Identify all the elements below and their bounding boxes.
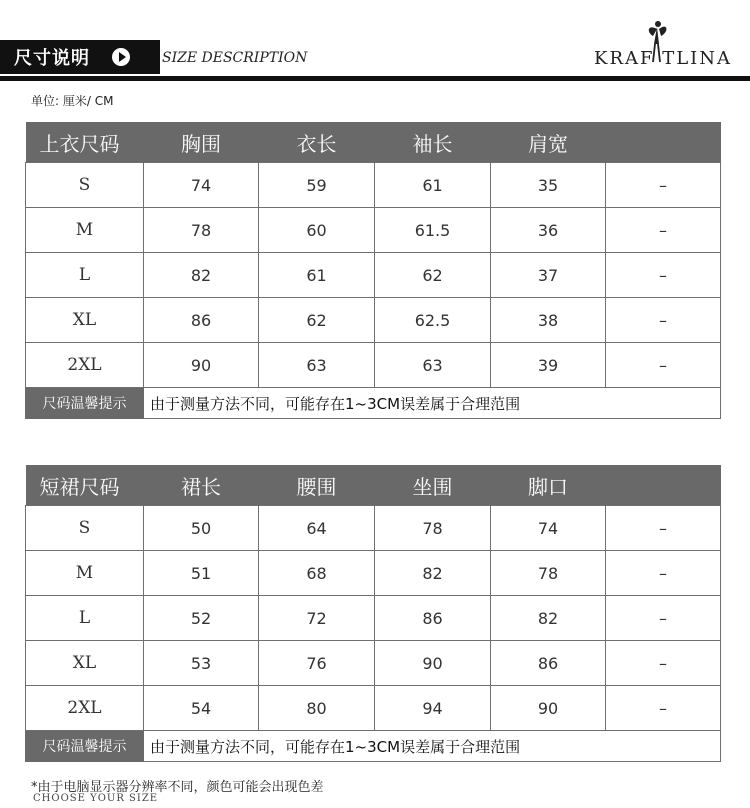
value-cell: 76 <box>259 641 375 686</box>
value-cell: 90 <box>375 641 491 686</box>
tip-text: 由于测量方法不同，可能存在1~3CM误差属于合理范围 <box>144 388 721 419</box>
value-cell: 86 <box>375 596 491 641</box>
header-size: 短裙尺码 <box>26 465 144 506</box>
value-cell: 63 <box>375 343 491 388</box>
size-cell: 2XL <box>26 343 144 388</box>
play-circle-icon <box>112 48 130 66</box>
value-cell: 51 <box>144 551 259 596</box>
title-cn: 尺寸说明 <box>14 48 90 69</box>
title-en: SIZE DESCRIPTION <box>162 50 308 66</box>
value-cell: – <box>606 641 721 686</box>
value-cell: 82 <box>491 596 606 641</box>
size-cell: 2XL <box>26 686 144 731</box>
header-hem: 脚口 <box>491 465 606 506</box>
table-row <box>26 506 721 551</box>
table-row <box>26 298 721 343</box>
table-header-row <box>26 465 721 506</box>
value-cell: 37 <box>491 253 606 298</box>
value-cell: 52 <box>144 596 259 641</box>
value-cell: – <box>606 686 721 731</box>
choose-size-caption: CHOOSE YOUR SIZE <box>33 793 159 804</box>
header-hip: 坐围 <box>375 465 491 506</box>
value-cell: 86 <box>491 641 606 686</box>
table-row <box>26 686 721 731</box>
value-cell: – <box>606 343 721 388</box>
value-cell: 38 <box>491 298 606 343</box>
value-cell: 35 <box>491 163 606 208</box>
table-row <box>26 551 721 596</box>
value-cell: – <box>606 596 721 641</box>
header-length: 衣长 <box>259 122 375 163</box>
size-cell: L <box>26 596 144 641</box>
value-cell: 74 <box>491 506 606 551</box>
value-cell: – <box>606 163 721 208</box>
table-row <box>26 163 721 208</box>
value-cell: 74 <box>144 163 259 208</box>
value-cell: 64 <box>259 506 375 551</box>
header-size: 上衣尺码 <box>26 122 144 163</box>
header-empty <box>606 465 721 506</box>
value-cell: 54 <box>144 686 259 731</box>
table-header-row <box>26 122 721 163</box>
tip-text: 由于测量方法不同，可能存在1~3CM误差属于合理范围 <box>144 731 721 762</box>
value-cell: 78 <box>375 506 491 551</box>
page-header <box>0 0 750 82</box>
skirt-size-table <box>25 465 721 762</box>
unit-label: 单位: 厘米/ CM <box>31 94 114 108</box>
value-cell: 62.5 <box>375 298 491 343</box>
size-cell: M <box>26 551 144 596</box>
tip-row <box>26 731 721 762</box>
value-cell: 53 <box>144 641 259 686</box>
value-cell: 60 <box>259 208 375 253</box>
value-cell: 90 <box>491 686 606 731</box>
value-cell: – <box>606 506 721 551</box>
table-row <box>26 596 721 641</box>
value-cell: 62 <box>375 253 491 298</box>
table-row <box>26 641 721 686</box>
value-cell: 80 <box>259 686 375 731</box>
title-banner <box>0 40 160 74</box>
value-cell: 78 <box>491 551 606 596</box>
top-size-table <box>25 122 721 419</box>
value-cell: 63 <box>259 343 375 388</box>
value-cell: 82 <box>375 551 491 596</box>
value-cell: – <box>606 208 721 253</box>
brand-logo: KRAF TLINA <box>594 48 733 69</box>
value-cell: 90 <box>144 343 259 388</box>
value-cell: 39 <box>491 343 606 388</box>
value-cell: – <box>606 298 721 343</box>
size-cell: S <box>26 506 144 551</box>
header-waist: 腰围 <box>259 465 375 506</box>
tip-label: 尺码温馨提示 <box>26 731 144 762</box>
value-cell: 62 <box>259 298 375 343</box>
tip-label: 尺码温馨提示 <box>26 388 144 419</box>
value-cell: 36 <box>491 208 606 253</box>
value-cell: 61.5 <box>375 208 491 253</box>
header-chest: 胸围 <box>144 122 259 163</box>
header-skirt-length: 裙长 <box>144 465 259 506</box>
value-cell: 61 <box>375 163 491 208</box>
header-divider <box>0 76 750 81</box>
header-shoulder: 肩宽 <box>491 122 606 163</box>
value-cell: 72 <box>259 596 375 641</box>
table-row <box>26 343 721 388</box>
tip-row <box>26 388 721 419</box>
size-cell: S <box>26 163 144 208</box>
header-sleeve: 袖长 <box>375 122 491 163</box>
color-footnote: *由于电脑显示器分辨率不同，颜色可能会出现色差 <box>31 780 324 795</box>
value-cell: 61 <box>259 253 375 298</box>
size-cell: M <box>26 208 144 253</box>
value-cell: 59 <box>259 163 375 208</box>
table-row <box>26 253 721 298</box>
size-cell: XL <box>26 298 144 343</box>
value-cell: 50 <box>144 506 259 551</box>
size-cell: XL <box>26 641 144 686</box>
value-cell: – <box>606 551 721 596</box>
value-cell: – <box>606 253 721 298</box>
size-cell: L <box>26 253 144 298</box>
value-cell: 82 <box>144 253 259 298</box>
table-row <box>26 208 721 253</box>
value-cell: 86 <box>144 298 259 343</box>
value-cell: 78 <box>144 208 259 253</box>
header-empty <box>606 122 721 163</box>
value-cell: 94 <box>375 686 491 731</box>
value-cell: 68 <box>259 551 375 596</box>
